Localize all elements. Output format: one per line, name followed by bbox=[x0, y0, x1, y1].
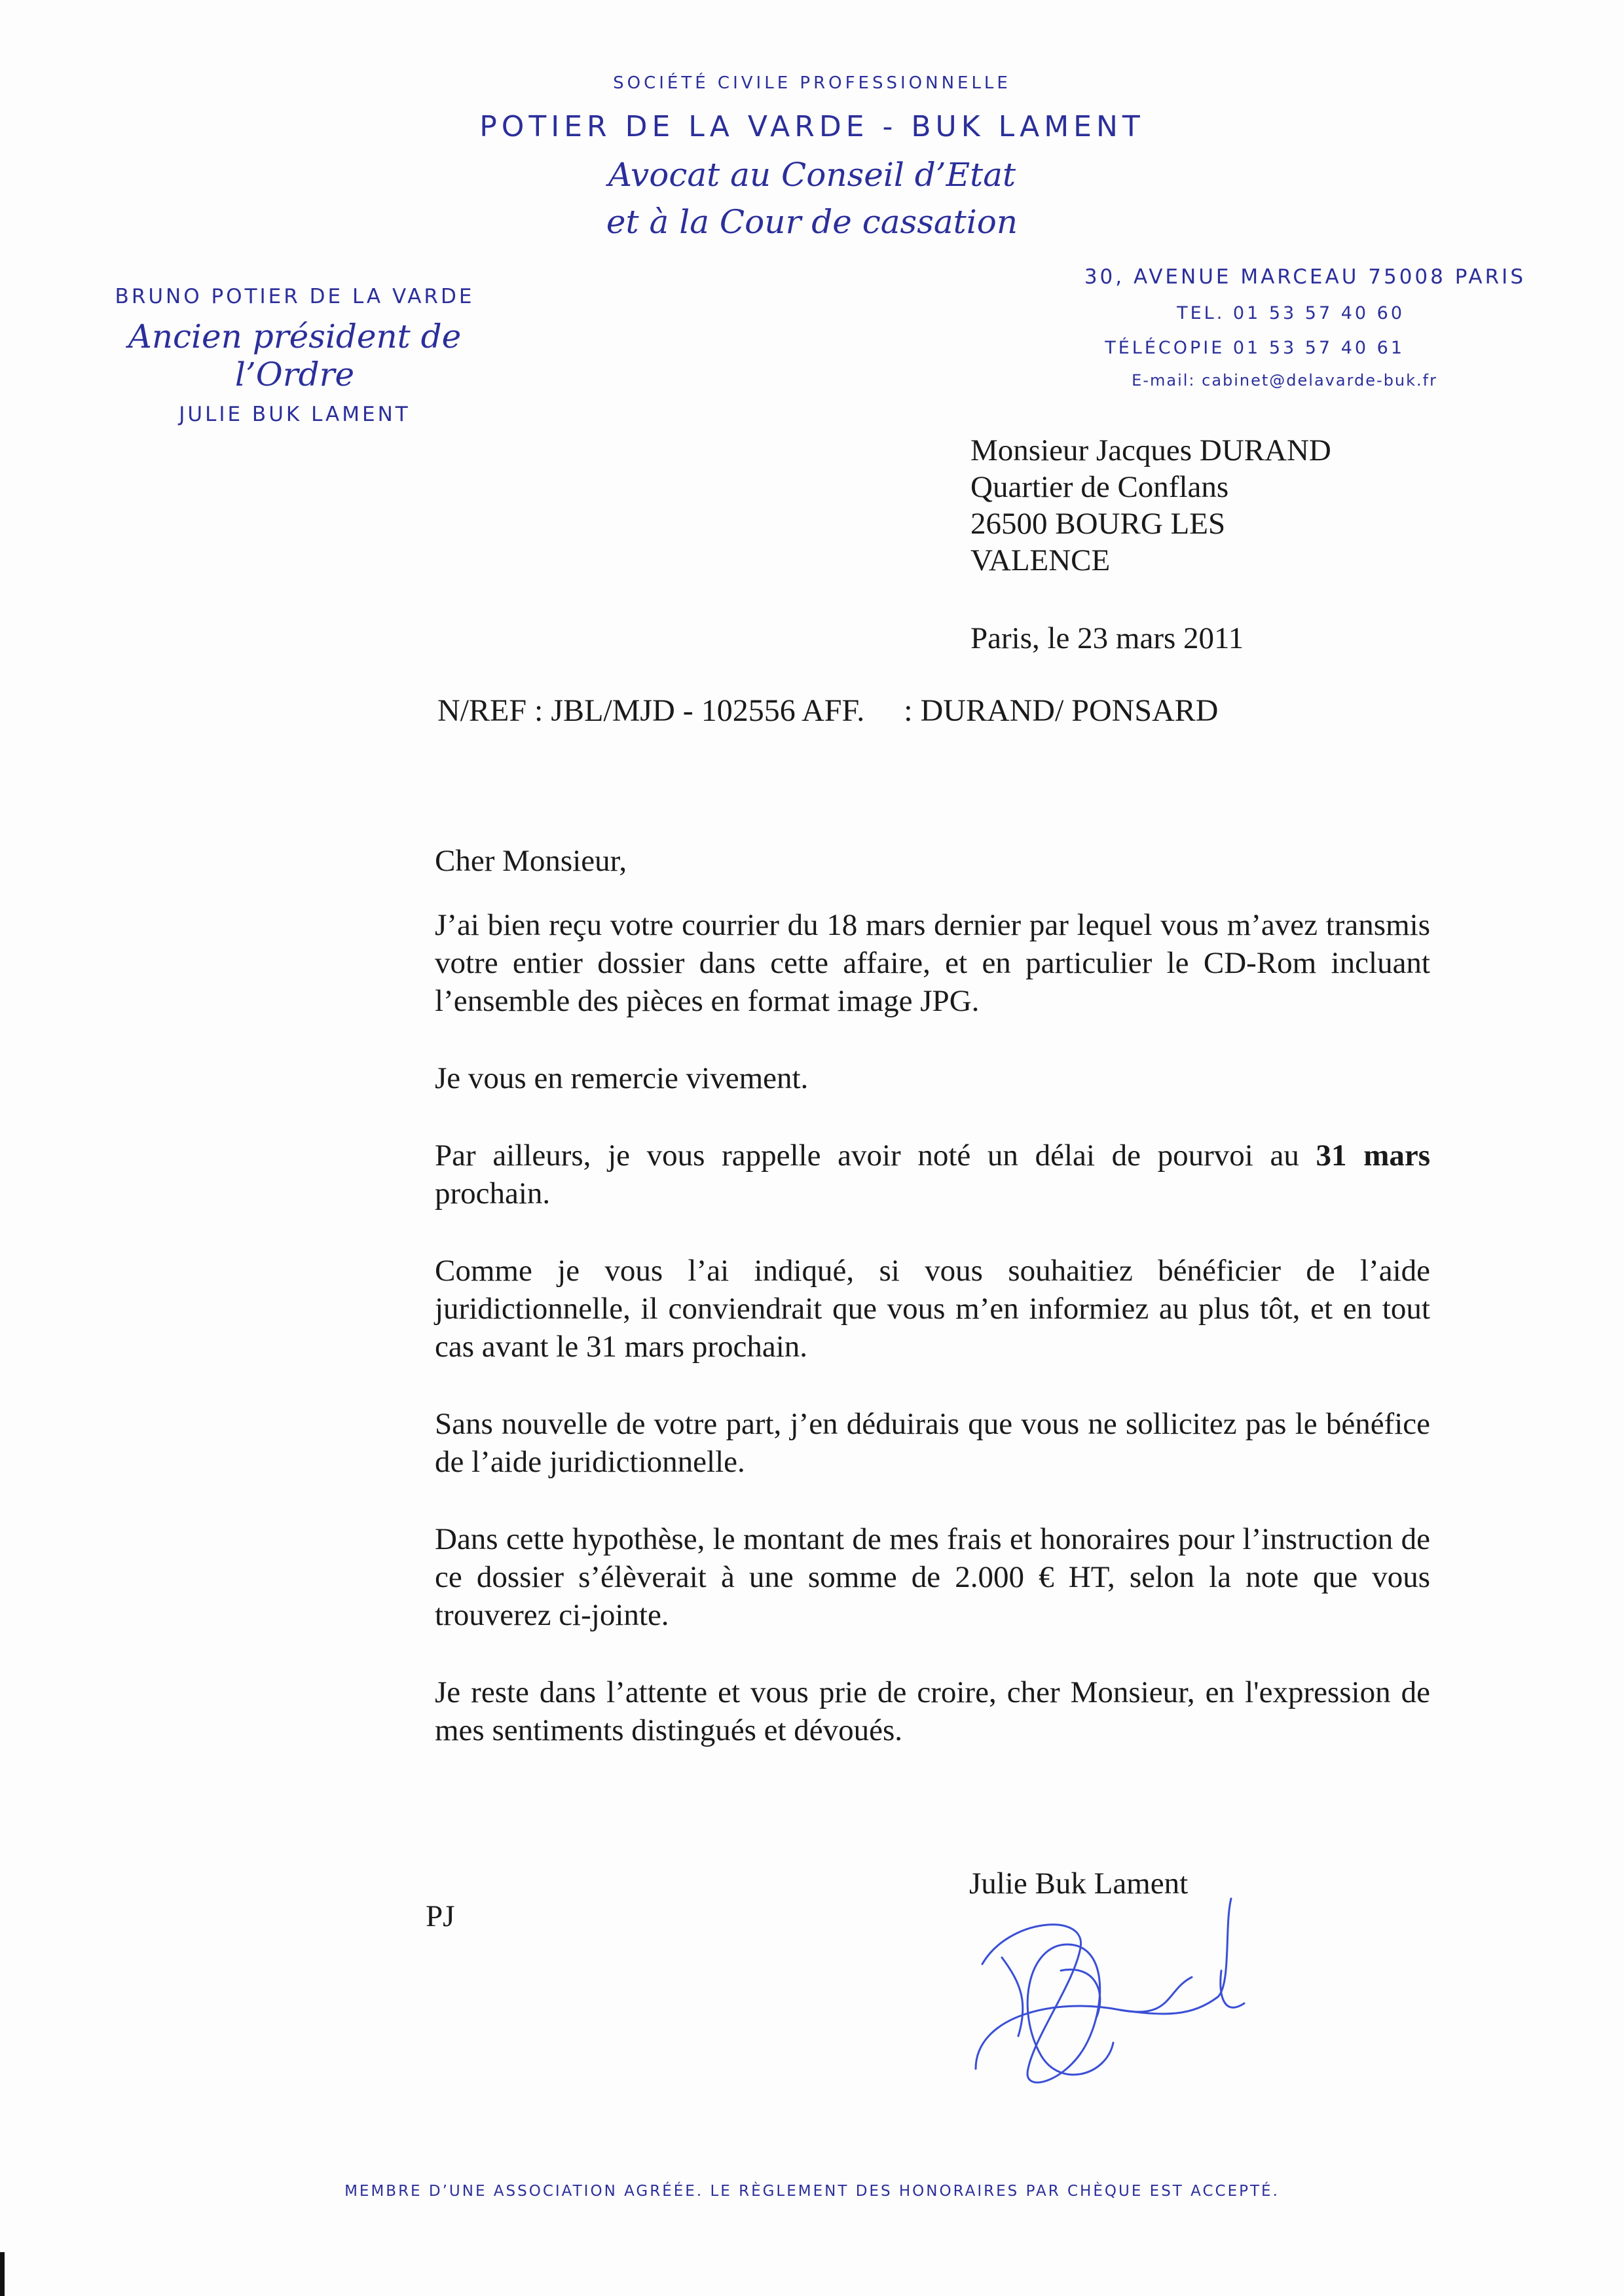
firm-subtitle-line1: Avocat au Conseil d’Etat bbox=[608, 156, 1016, 194]
deadline-date: 31 mars bbox=[1316, 1139, 1430, 1173]
paragraph-4: Comme je vous l’ai indiqué, si vous souhaitiez bénéficier de l’aide juridictionnelle, il conviendrait que vous m’en informiez au plus tôt, et en tout cas avant le 31 mars prochain. bbox=[435, 1254, 1430, 1364]
paragraph-1: J’ai bien reçu votre courrier du 18 mars dernier par lequel vous m’avez transmis votre entier dossier dans cette affaire, et en particulier le CD-Rom incluant l’ensemble des pièces en format image JPG. bbox=[435, 908, 1430, 1018]
recipient-line4: VALENCE bbox=[970, 543, 1111, 577]
scan-edge-mark bbox=[0, 2252, 5, 2296]
handwritten-signature bbox=[956, 1886, 1257, 2102]
recipient-line2: Quartier de Conflans bbox=[970, 470, 1229, 504]
partner1-name: BRUNO POTIER DE LA VARDE bbox=[115, 285, 475, 308]
partner1-title: Ancien président de l’Ordre bbox=[128, 318, 462, 393]
salutation: Cher Monsieur, bbox=[435, 844, 627, 878]
firm-address: 30, AVENUE MARCEAU 75008 PARIS bbox=[1084, 265, 1526, 289]
paragraph-2: Je vous en remercie vivement. bbox=[435, 1061, 809, 1095]
letter-date: Paris, le 23 mars 2011 bbox=[970, 621, 1244, 655]
paragraph-3-start: Par ailleurs, je vous rappelle avoir noté un délai de pourvoi au bbox=[435, 1139, 1316, 1173]
recipient-address bbox=[970, 432, 1331, 579]
firm-email: E-mail: cabinet@delavarde-buk.fr bbox=[1132, 371, 1437, 390]
recipient-name: Monsieur Jacques DURAND bbox=[970, 433, 1331, 467]
paragraph-3-end: prochain. bbox=[435, 1176, 551, 1211]
firm-subtitle-line2: et à la Cour de cassation bbox=[606, 203, 1018, 241]
letter-body bbox=[435, 842, 1430, 1789]
signer-name: Julie Buk Lament bbox=[969, 1867, 1189, 1901]
reference-line: N/REF : JBL/MJD - 102556 AFF. : DURAND/ PONSARD bbox=[437, 693, 1219, 728]
partners-block bbox=[85, 285, 504, 426]
paragraph-5: Sans nouvelle de votre part, j’en déduirais que vous ne sollicitez pas le bénéfice de l’aide juridictionnelle. bbox=[435, 1407, 1430, 1479]
society-label: SOCIÉTÉ CIVILE PROFESSIONNELLE bbox=[613, 73, 1011, 93]
enclosure-marker: PJ bbox=[426, 1899, 455, 1933]
paragraph-7: Je reste dans l’attente et vous prie de croire, cher Monsieur, en l'expression de mes sentiments distingués et dévoués. bbox=[435, 1675, 1430, 1747]
footer-notice: MEMBRE D’UNE ASSOCIATION AGRÉÉE. LE RÈGLEMENT DES HONORAIRES PAR CHÈQUE EST ACCEPTÉ. bbox=[344, 2183, 1280, 2200]
partner2-name: JULIE BUK LAMENT bbox=[179, 403, 411, 426]
paragraph-6: Dans cette hypothèse, le montant de mes frais et honoraires pour l’instruction de ce dossier s’élèverait à une somme de 2.000 € HT, selon la note que vous trouverez ci-jointe. bbox=[435, 1522, 1430, 1632]
contact-block bbox=[1035, 265, 1526, 390]
recipient-line3: 26500 BOURG LES bbox=[970, 507, 1226, 541]
paragraph-3 bbox=[435, 1137, 1430, 1212]
firm-fax: TÉLÉCOPIE 01 53 57 40 61 bbox=[1105, 338, 1405, 358]
firm-telephone: TEL. 01 53 57 40 60 bbox=[1177, 303, 1405, 323]
firm-name: POTIER DE LA VARDE - BUK LAMENT bbox=[479, 110, 1145, 143]
